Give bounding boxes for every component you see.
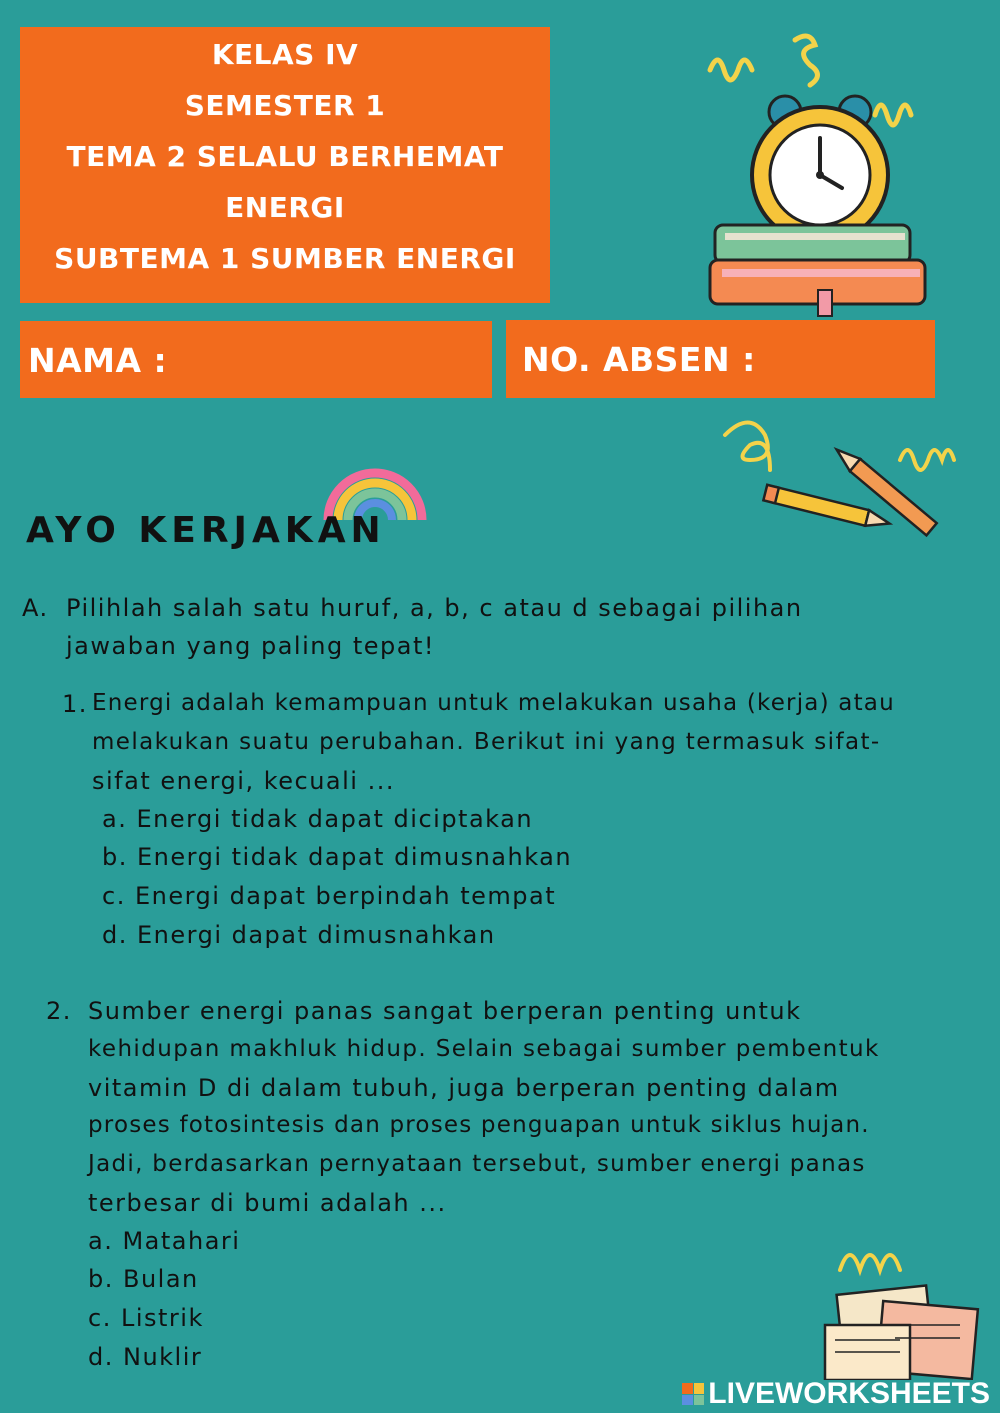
liveworksheets-logo-mark (682, 1383, 704, 1405)
papers-icon (810, 1230, 990, 1380)
question-1-option-d[interactable]: d. Energi dapat dimusnahkan (102, 921, 496, 949)
question-1-option-c[interactable]: c. Energi dapat berpindah tempat (102, 882, 557, 910)
question-2-line: kehidupan makhluk hidup. Selain sebagai sumber pembentuk (88, 1036, 880, 1062)
question-2-option-a[interactable]: a. Matahari (88, 1227, 241, 1255)
question-1-line: melakukan suatu perubahan. Berikut ini yang termasuk sifat- (92, 729, 881, 755)
question-1-line: Energi adalah kemampuan untuk melakukan usaha (kerja) atau (92, 690, 895, 716)
question-1-option-b[interactable]: b. Energi tidak dapat dimusnahkan (102, 843, 573, 871)
instruction-marker: A. (22, 594, 49, 622)
header-line-class: KELAS IV (211, 38, 359, 71)
question-2-line: vitamin D di dalam tubuh, juga berperan penting dalam (88, 1074, 840, 1102)
question-2-line: proses fotosintesis dan proses penguapan untuk siklus hujan. (88, 1112, 870, 1138)
question-2-line: Sumber energi panas sangat berperan penting untuk (88, 997, 802, 1025)
name-label: NAMA : (28, 341, 168, 380)
instruction-line-1: Pilihlah salah satu huruf, a, b, c atau d sebagai pilihan (66, 594, 803, 622)
question-1-number: 1. (62, 690, 88, 718)
absen-field[interactable] (506, 320, 935, 398)
header-line-theme-cont: ENERGI (225, 191, 345, 224)
header-line-subtheme: SUBTEMA 1 SUMBER ENERGI (54, 242, 516, 275)
header-box (20, 27, 550, 303)
instruction-line-2: jawaban yang paling tepat! (66, 632, 435, 660)
question-2-option-c[interactable]: c. Listrik (88, 1304, 204, 1332)
question-2-line: Jadi, berdasarkan pernyataan tersebut, sumber energi panas (88, 1151, 866, 1177)
liveworksheets-logo[interactable] (682, 1377, 990, 1411)
question-2-option-d[interactable]: d. Nuklir (88, 1343, 203, 1371)
absen-label: NO. ABSEN : (522, 340, 756, 379)
header-line-semester: SEMESTER 1 (184, 89, 386, 122)
question-1-line: sifat energi, kecuali ... (92, 767, 395, 795)
question-1-option-a[interactable]: a. Energi tidak dapat diciptakan (102, 805, 534, 833)
question-2-line: terbesar di bumi adalah ... (88, 1189, 447, 1217)
pencil-icon (705, 405, 965, 555)
question-2-number: 2. (46, 997, 72, 1025)
question-2-option-b[interactable]: b. Bulan (88, 1265, 199, 1293)
name-field[interactable] (20, 321, 492, 398)
header-line-theme: TEMA 2 SELALU BERHEMAT (66, 140, 504, 173)
alarm-clock-icon (690, 20, 940, 320)
section-title: AYO KERJAKAN (26, 510, 386, 551)
liveworksheets-brand: LIVEWORKSHEETS (708, 1377, 990, 1410)
